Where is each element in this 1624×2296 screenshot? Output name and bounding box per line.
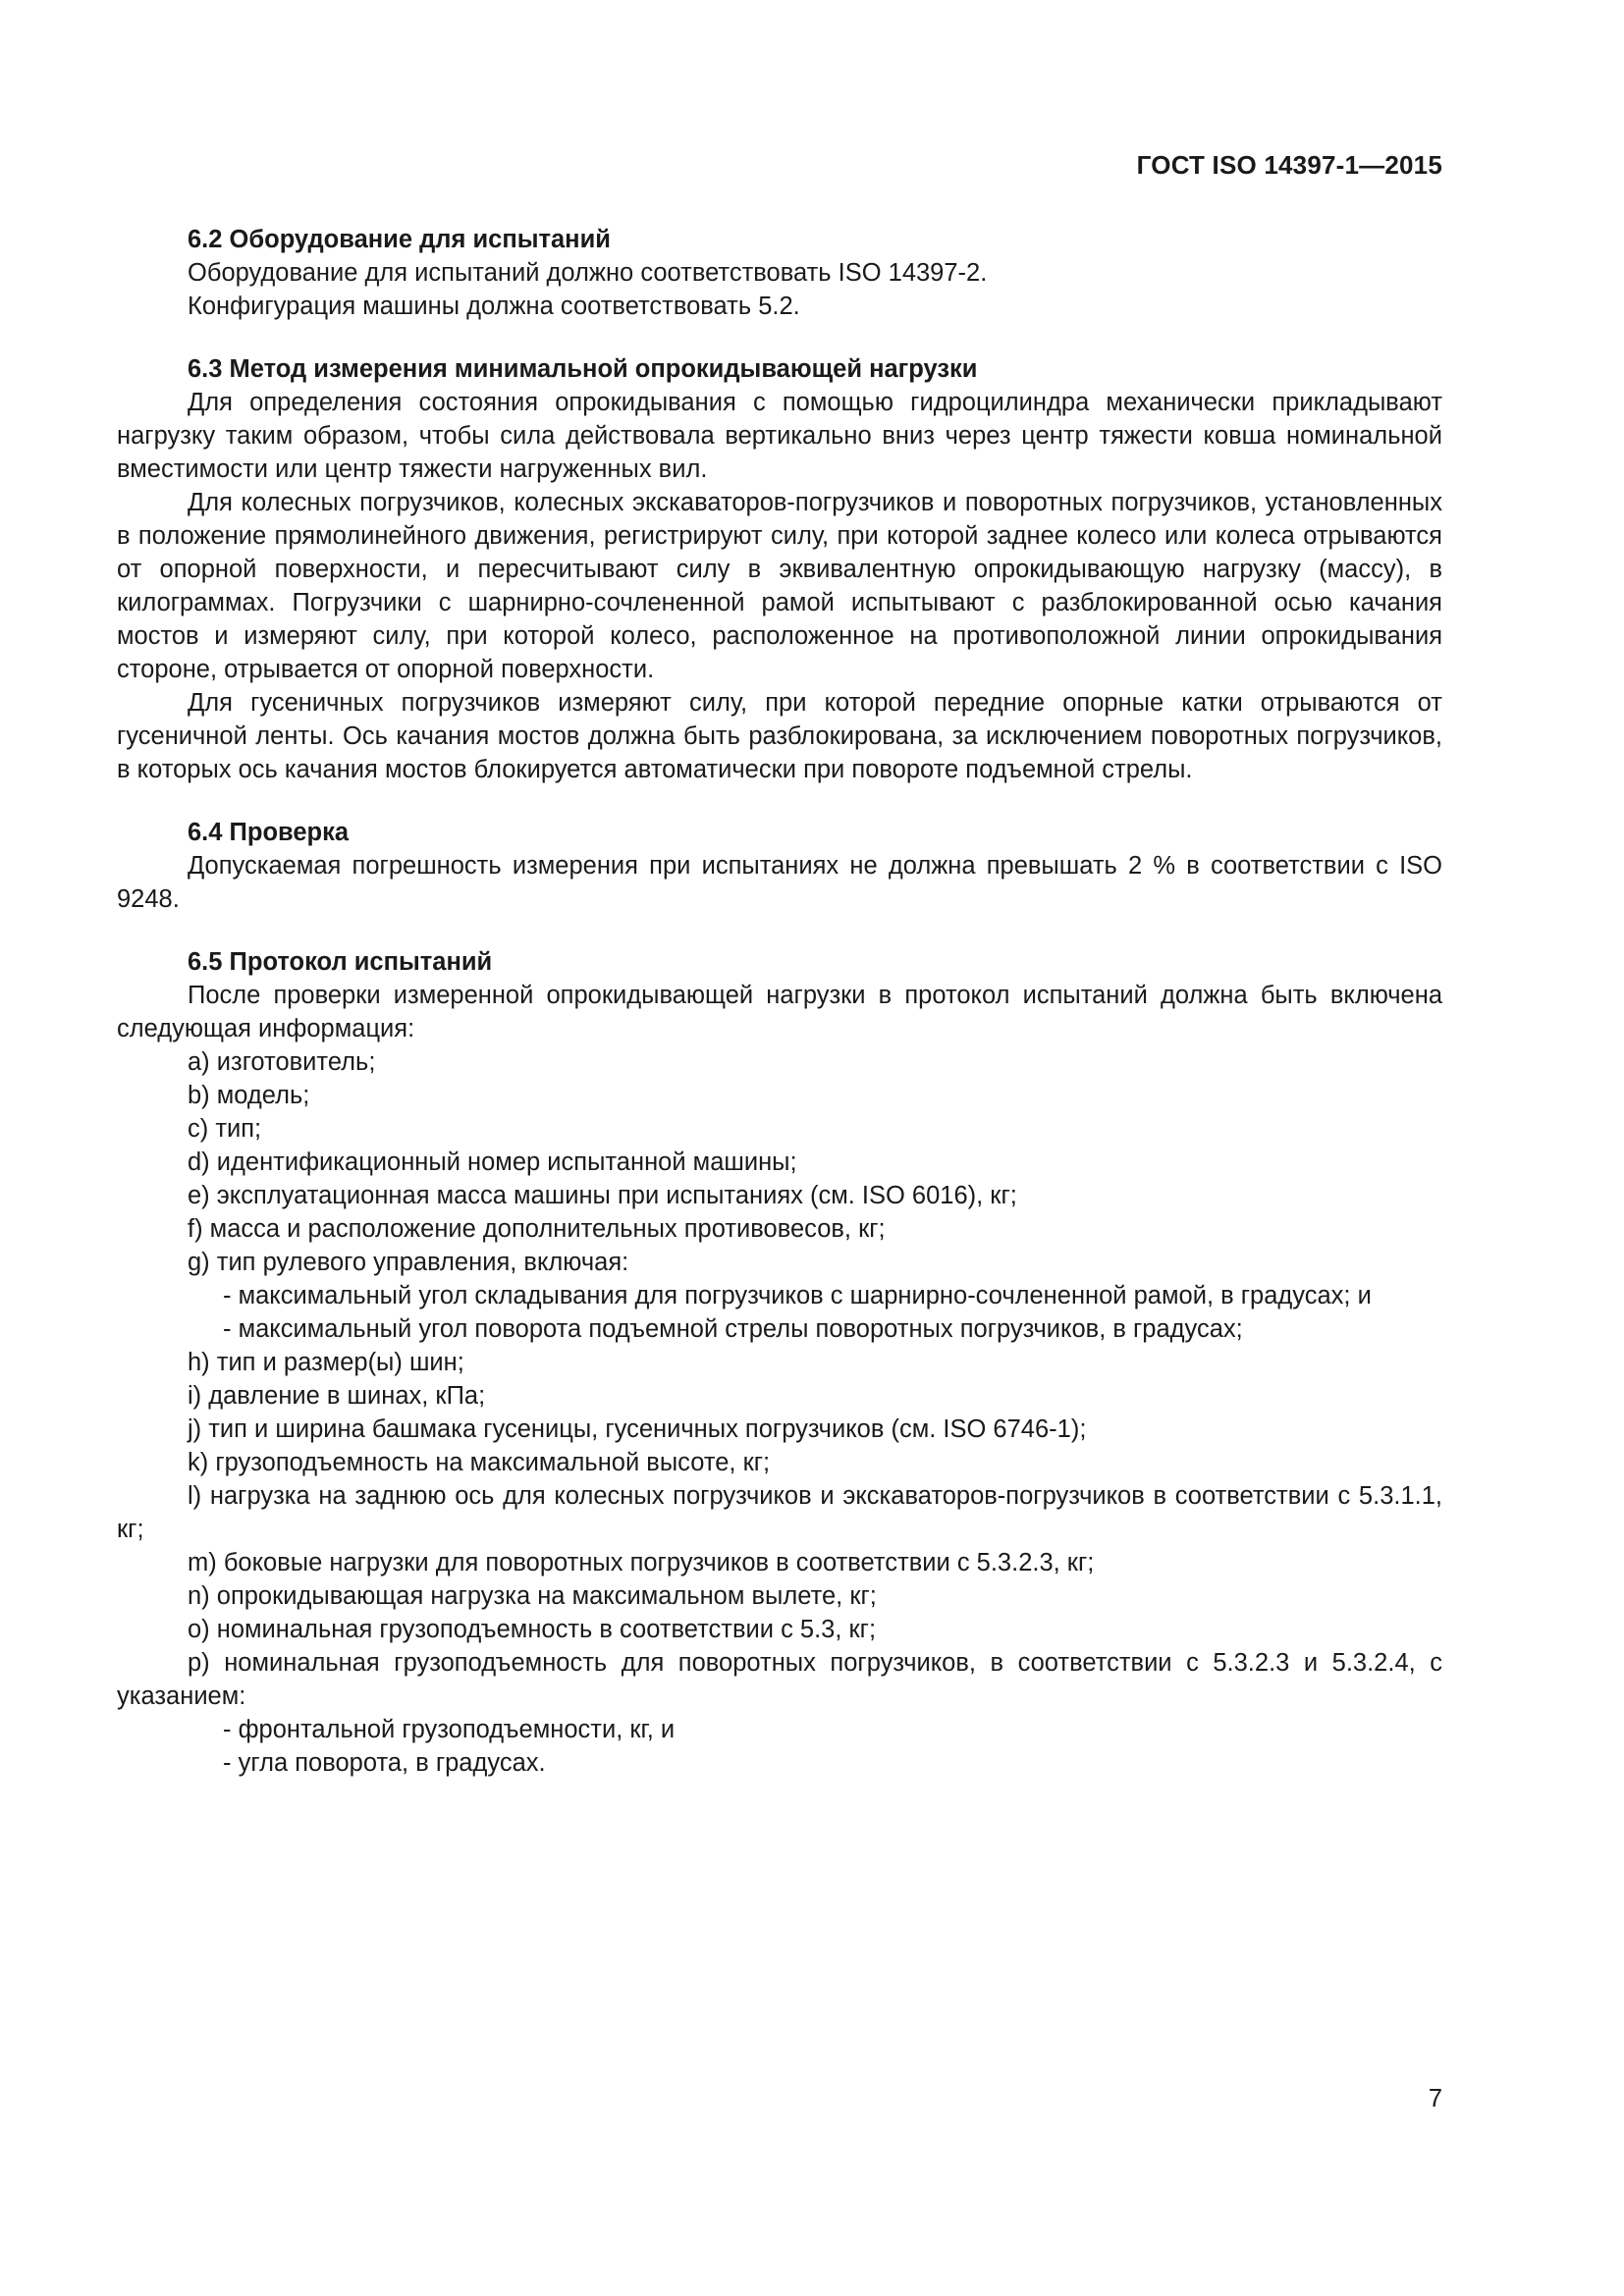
paragraph: Оборудование для испытаний должно соответствовать ISO 14397-2. <box>188 259 988 287</box>
paragraph: Для колесных погрузчиков, колесных экскаваторов-погрузчиков и поворотных погрузчиков, установленных в положение прямолинейного движения, регистрируют силу, при которой заднее колесо или колеса отрываются от опорной поверхности, и пересчитывают силу в эквивалентную опрокидывающую нагрузку (массу), в килограммах. Погрузчики с шарнирно-сочлененной рамой испытывают с разблокированной осью качания мостов и измеряют силу, при которой колесо, расположенное на противоположной линии опрокидывания стороне, отрывается от опорной поверхности. <box>117 489 1442 683</box>
list-item: e) эксплуатационная масса машины при испытаниях (см. ISO 6016), кг; <box>188 1182 1017 1209</box>
section-6-5 <box>117 945 1442 1780</box>
list-item: k) грузоподъемность на максимальной высоте, кг; <box>188 1449 771 1476</box>
page-number: 7 <box>1428 2085 1442 2112</box>
section-heading: 6.3 Метод измерения минимальной опрокидывающей нагрузки <box>188 355 978 383</box>
document-code: ГОСТ ISO 14397-1—2015 <box>1136 150 1442 180</box>
list-item: o) номинальная грузоподъемность в соответствии с 5.3, кг; <box>188 1616 877 1643</box>
list-item: l) нагрузка на заднюю ось для колесных погрузчиков и экскаваторов-погрузчиков в соответствии с 5.3.1.1, кг; <box>117 1482 1442 1543</box>
section-6-3 <box>117 352 1442 786</box>
section-6-4 <box>117 816 1442 916</box>
list-item: a) изготовитель; <box>188 1048 376 1076</box>
section-heading: 6.4 Проверка <box>188 819 350 846</box>
sub-list-item: - максимальный угол поворота подъемной стрелы поворотных погрузчиков, в градусах; <box>223 1315 1243 1343</box>
page-body <box>117 223 1442 1780</box>
list-item: i) давление в шинах, кПа; <box>188 1382 486 1410</box>
list-item: p) номинальная грузоподъемность для поворотных погрузчиков, в соответствии с 5.3.2.3 и 5.3.2.4, с указанием: <box>117 1649 1442 1710</box>
list-item: d) идентификационный номер испытанной машины; <box>188 1148 797 1176</box>
list-item: f) масса и расположение дополнительных противовесов, кг; <box>188 1215 886 1243</box>
list-item: n) опрокидывающая нагрузка на максимальном вылете, кг; <box>188 1582 877 1610</box>
section-6-2 <box>117 223 1442 323</box>
list-item: m) боковые нагрузки для поворотных погрузчиков в соответствии с 5.3.2.3, кг; <box>188 1549 1095 1576</box>
paragraph: После проверки измеренной опрокидывающей нагрузки в протокол испытаний должна быть включена следующая информация: <box>117 982 1442 1042</box>
paragraph: Допускаемая погрешность измерения при испытаниях не должна превышать 2 % в соответствии с ISO 9248. <box>117 852 1442 913</box>
list-item: j) тип и ширина башмака гусеницы, гусеничных погрузчиков (см. ISO 6746-1); <box>188 1415 1087 1443</box>
section-heading: 6.2 Оборудование для испытаний <box>188 226 611 253</box>
sub-list-item: - фронтальной грузоподъемности, кг, и <box>223 1716 676 1743</box>
list-item: h) тип и размер(ы) шин; <box>188 1349 464 1376</box>
list-item: c) тип; <box>188 1115 262 1143</box>
list-item: b) модель; <box>188 1082 310 1109</box>
paragraph: Для гусеничных погрузчиков измеряют силу, при которой передние опорные катки отрываются от гусеничной ленты. Ось качания мостов должна быть разблокирована, за исключением поворотных погрузчиков, в которых ось качания мостов блокируется автоматически при повороте подъемной стрелы. <box>117 689 1442 783</box>
paragraph: Конфигурация машины должна соответствовать 5.2. <box>188 293 800 320</box>
sub-list-item: - угла поворота, в градусах. <box>223 1749 546 1777</box>
sub-list-item: - максимальный угол складывания для погрузчиков с шарнирно-сочлененной рамой, в градусах; и <box>223 1282 1372 1309</box>
paragraph: Для определения состояния опрокидывания с помощью гидроцилиндра механически прикладывают нагрузку таким образом, чтобы сила действовала вертикально вниз через центр тяжести ковша номинальной вместимости или центр тяжести нагруженных вил. <box>117 389 1442 483</box>
list-item: g) тип рулевого управления, включая: <box>188 1249 629 1276</box>
section-heading: 6.5 Протокол испытаний <box>188 948 493 976</box>
